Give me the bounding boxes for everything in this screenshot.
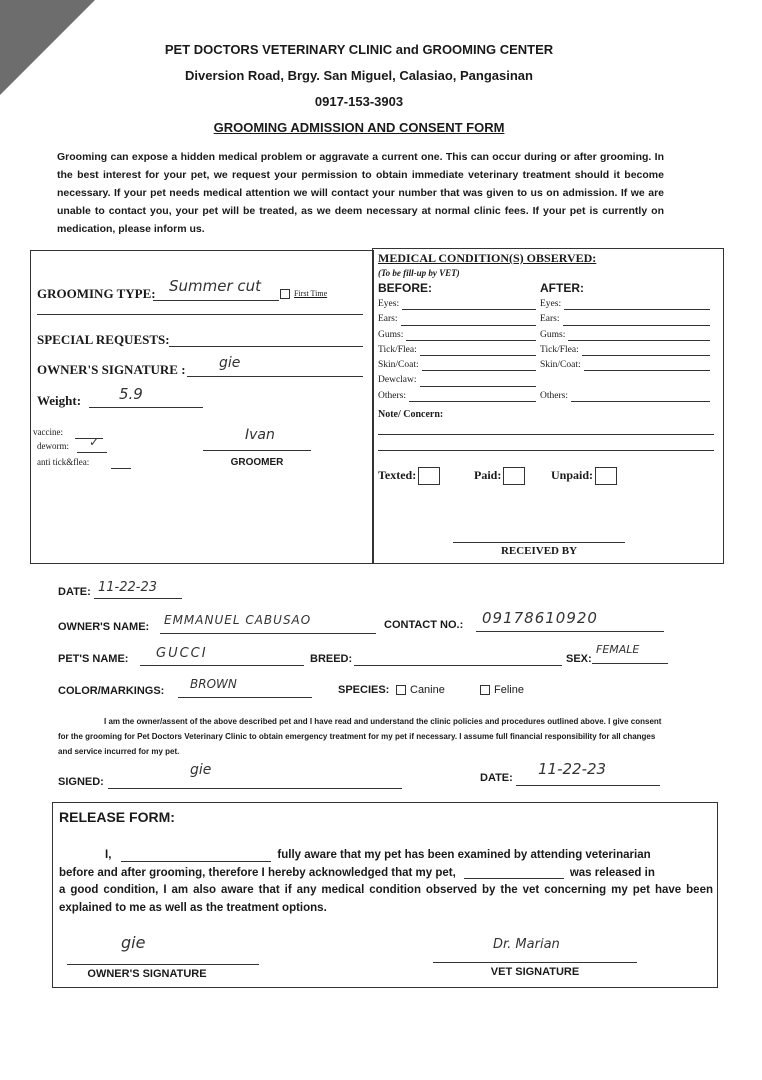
deworm-value: ✓ <box>89 435 100 449</box>
separator-line <box>37 313 363 315</box>
sex-label: SEX: <box>566 653 592 665</box>
after-field-spacer <box>540 375 712 390</box>
vet-signature-line <box>433 961 637 963</box>
date-value: 11-22-23 <box>98 580 158 595</box>
release-owner-signature-value: gie <box>121 933 146 952</box>
groomer-line <box>203 449 311 451</box>
before-field-row: Eyes: <box>378 299 538 314</box>
feline-option: Feline <box>480 684 524 696</box>
breed-line <box>354 664 562 666</box>
unpaid-checkbox[interactable] <box>595 467 617 485</box>
release-title: RELEASE FORM: <box>59 809 175 825</box>
release-paragraph <box>59 847 713 917</box>
medical-conditions-box <box>372 248 724 564</box>
breed-label: BREED: <box>310 653 353 665</box>
groomer-name: Ivan <box>245 427 275 443</box>
release-owner-signature-label: OWNER'S SIGNATURE <box>87 968 207 980</box>
release-owner-signature-line <box>67 963 259 965</box>
pet-name-label: PET'S NAME: <box>58 653 129 665</box>
after-label: AFTER: <box>540 281 584 295</box>
intro-paragraph: Grooming can expose a hidden medical problem or aggravate a current one. This can occur during or after grooming. In the best interest for your pet, we request your permission to obtain immediate veterinary treatment should it become necessary. If your pet needs medical attention we will contact your number that was given to us on admission. If we are unable to contact you, your pet will be treated, as we deem necessary at normal clinic fees. If your pet is currently on medication, please inform us. <box>57 151 664 235</box>
canine-checkbox[interactable] <box>396 685 406 695</box>
before-fields <box>378 299 538 406</box>
before-field-row: Dewclaw: <box>378 375 538 390</box>
contact-line <box>476 630 664 632</box>
grooming-type-value: Summer cut <box>169 277 262 295</box>
owner-name-blank[interactable] <box>121 861 271 862</box>
pet-name-line <box>140 664 304 666</box>
after-field-row: Ears: <box>540 314 712 329</box>
texted-checkbox[interactable] <box>418 467 440 485</box>
pet-name-value: GUCCI <box>156 646 208 661</box>
first-time-option: First Time <box>280 289 327 299</box>
owner-signature-line <box>187 375 363 377</box>
paid-field: Paid: <box>474 467 525 485</box>
after-field-row: Tick/Flea: <box>540 345 712 360</box>
consent-date-value: 11-22-23 <box>538 760 607 778</box>
after-field-row: Others: <box>540 391 712 406</box>
clinic-address: Diversion Road, Brgy. San Miguel, Calasiao, Pangasinan <box>185 68 533 83</box>
contact-value: 09178610920 <box>482 609 598 627</box>
release-line-2: before and after grooming, therefore I hereby acknowledged that my pet, was released in <box>59 866 655 879</box>
before-label: BEFORE: <box>378 281 432 295</box>
received-by-label: RECEIVED BY <box>500 545 578 557</box>
groomer-label: GROOMER <box>230 457 284 468</box>
grooming-info-box <box>30 250 374 564</box>
signed-label: SIGNED: <box>58 776 104 788</box>
form-title: GROOMING ADMISSION AND CONSENT FORM <box>213 120 505 135</box>
special-requests-label: SPECIAL REQUESTS: <box>37 332 170 347</box>
deworm-line <box>77 451 107 453</box>
canine-option: Canine <box>396 684 445 696</box>
antitick-line <box>111 467 131 469</box>
clinic-phone: 0917-153-3903 <box>314 94 404 109</box>
after-fields <box>540 299 712 406</box>
vaccine-label: vaccine: <box>33 427 63 437</box>
weight-line <box>89 406 203 408</box>
first-time-checkbox[interactable] <box>280 289 290 299</box>
owner-signature-value: gie <box>219 355 241 371</box>
texted-field: Texted: <box>378 467 440 485</box>
owner-signature-label: OWNER'S SIGNATURE : <box>37 362 186 377</box>
date-label: DATE: <box>58 586 91 598</box>
weight-value: 5.9 <box>119 385 143 403</box>
paid-checkbox[interactable] <box>503 467 525 485</box>
release-form-box <box>52 802 718 988</box>
release-line-1: I, fully aware that my pet has been examined by attending veterinarian <box>105 849 651 861</box>
before-field-row: Skin/Coat: <box>378 360 538 375</box>
pet-name-blank[interactable] <box>464 878 564 879</box>
medical-subtitle: (To be fill-up by VET) <box>378 268 460 278</box>
sex-line <box>592 662 668 664</box>
owner-name-label: OWNER'S NAME: <box>58 621 150 633</box>
note-label: Note/ Concern: <box>378 409 444 420</box>
contact-label: CONTACT NO.: <box>384 619 464 631</box>
release-line-3: a good condition, I am also aware that if any medical condition observed by the vet concerning my pet have been explained to me as well as the treatment options. <box>59 884 713 914</box>
consent-date-line <box>516 784 660 786</box>
grooming-type-line <box>153 299 279 301</box>
color-line <box>178 696 312 698</box>
color-label: COLOR/MARKINGS: <box>58 685 165 697</box>
deworm-label: deworm: <box>37 441 69 451</box>
weight-label: Weight: <box>37 393 82 408</box>
before-field-row: Others: <box>378 391 538 406</box>
note-line-1 <box>378 433 714 435</box>
grooming-type-label: GROOMING TYPE: <box>37 286 156 301</box>
color-value: BROWN <box>190 677 237 691</box>
vet-signature-value: Dr. Marian <box>493 937 560 952</box>
note-line-2 <box>378 449 714 451</box>
consent-text: I am the owner/assent of the above described pet and I have read and understand the clinic policies and procedures outlined above. I give consent for the grooming for Pet Doctors Veterinary Clinic to obtain emergency treatment for my pet if necessary. I assume full financial responsibility for all changes and service incurred for my pet. <box>58 717 662 756</box>
species-label: SPECIES: <box>338 684 390 696</box>
consent-date-label: DATE: <box>480 772 513 784</box>
before-field-row: Ears: <box>378 314 538 329</box>
antitick-label: anti tick&flea: <box>37 457 90 467</box>
before-field-row: Gums: <box>378 330 538 345</box>
after-field-row: Eyes: <box>540 299 712 314</box>
before-field-row: Tick/Flea: <box>378 345 538 360</box>
date-line <box>94 597 182 599</box>
after-field-row: Skin/Coat: <box>540 360 712 375</box>
sex-value: FEMALE <box>596 643 640 656</box>
signed-line <box>108 787 402 789</box>
unpaid-field: Unpaid: <box>551 467 617 485</box>
clinic-name: PET DOCTORS VETERINARY CLINIC and GROOMING CENTER <box>164 42 554 57</box>
received-by-line <box>453 541 625 543</box>
owner-name-value: EMMANUEL CABUSAO <box>164 613 312 627</box>
owner-name-line <box>160 632 376 634</box>
medical-title: MEDICAL CONDITION(S) OBSERVED: <box>378 251 597 265</box>
after-field-row: Gums: <box>540 330 712 345</box>
feline-checkbox[interactable] <box>480 685 490 695</box>
special-requests-line <box>169 345 363 347</box>
signed-value: gie <box>190 762 212 778</box>
vet-signature-label: VET SIGNATURE <box>490 966 580 978</box>
